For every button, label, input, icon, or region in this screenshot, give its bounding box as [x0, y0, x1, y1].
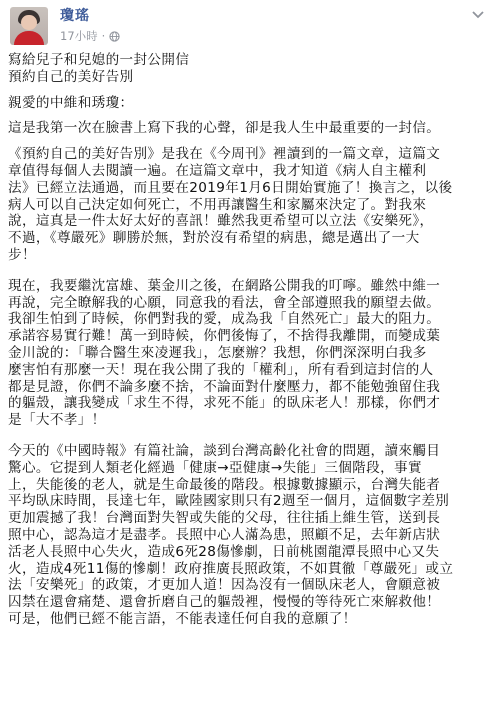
post-header	[0, 0, 497, 50]
text-line: 章值得每個人去閱讀一遍。在這篇文章中，我才知道《病人自主權利	[8, 162, 427, 179]
avatar[interactable]	[10, 7, 48, 45]
text-line: 更加震撼了我！台灣面對失智或失能的父母，往往插上維生管，送到長	[8, 510, 441, 527]
subtitle-line: 預約自己的美好告別	[8, 68, 134, 85]
avatar-face	[21, 15, 37, 30]
paragraph-2	[8, 146, 492, 264]
text-line: 上，失能後的老人，就是生命最後的階段。根據數據顯示，台灣失能者	[8, 476, 441, 493]
text-line: 金川說的：「聯合醫生來凌遲我」，怎麼辦？我想，你們深深明白我多	[8, 344, 427, 361]
text-line: 驚心。它提到人類老化經過「健康→亞健康→失能」三個階段，事實	[8, 459, 422, 476]
globe-icon[interactable]	[109, 31, 120, 42]
text-line: 是「大不孝」！	[8, 412, 106, 429]
text-line: 照中心，認為這才是盡孝。長照中心人滿為患，照顧不足，去年新店狀	[8, 526, 441, 543]
text-line: 承諾容易實行難！萬一到時候，你們後悔了，不捨得我離開，而變成葉	[8, 328, 441, 345]
post-time[interactable]: 17小時	[60, 29, 98, 43]
text-line: 可是，他們已經不能言語，不能表達任何自我的意願了！	[8, 610, 357, 627]
text-line: 麼害怕有那麼一天！現在我公開了我的「權利」，所有看到這封信的人	[8, 361, 434, 378]
post-body	[8, 52, 492, 628]
text-line: 的軀殼，讓我變成「求生不得，求死不能」的臥床老人！那樣，你們才	[8, 395, 441, 412]
text-line: 現在，我要繼沈富雄、葉金川之後，在網路公開我的叮嚀。雖然中維一	[8, 277, 441, 294]
text-line: 今天的《中國時報》有篇社論，談到台灣高齡化社會的問題，讀來觸目	[8, 442, 441, 459]
paragraph-4	[8, 443, 492, 628]
paragraph-1	[8, 120, 492, 137]
text-line: 都是見證，你們不論多麼不捨，不論面對什麼壓力，都不能勉強留住我	[8, 378, 441, 395]
greeting: 親愛的中維和琇瓊：	[8, 94, 134, 111]
post-meta	[60, 28, 120, 44]
text-line: 法「安樂死」的政策，才更加人道！因為沒有一個臥床老人，會願意被	[8, 577, 441, 594]
text-line: 病人可以自己決定如何死亡，不用再讓醫生和家屬來決定了。對我來	[8, 196, 427, 213]
text-line: 再說，完全瞭解我的心願，同意我的看法，會全部遵照我的願望去做。	[8, 294, 441, 311]
text-line: 火，造成4死11傷的慘劇！政府推廣長照政策，不如貫徹「尊嚴死」或立	[8, 560, 454, 577]
text-line: 活老人長照中心失火，造成6死28傷慘劇，日前桃園龍潭長照中心又失	[8, 543, 440, 560]
text-line: 法》已經立法通過，而且要在2019年1月6日開始實施了！換言之，以後	[8, 179, 453, 196]
paragraph-3	[8, 278, 492, 429]
text-line: 我卻生怕到了時候，你們對我的愛，成為我「自然死亡」最大的阻力。	[8, 311, 441, 328]
text-line: 不過，《尊嚴死》聊勝於無，對於沒有希望的病患，總是邁出了一大	[8, 230, 420, 247]
title-line: 寫給兒子和兒媳的一封公開信	[8, 52, 190, 68]
text-line: 平均臥床時間，長達七年，歐陸國家則只有2週至一個月，這個數字差別	[8, 493, 450, 510]
avatar-body	[14, 31, 44, 45]
letter-title	[8, 52, 492, 86]
chevron-down-icon[interactable]	[471, 10, 485, 20]
text-line: 說，這真是一件太好太好的喜訊！雖然我更希望可以立法《安樂死》，	[8, 213, 434, 230]
meta-separator: ·	[101, 29, 106, 43]
author-name[interactable]: 瓊瑤	[60, 8, 90, 24]
text-line: 囚禁在還會痛楚、還會折磨自己的軀殼裡，慢慢的等待死亡來解救他！	[8, 594, 441, 611]
text-line: 步！	[8, 246, 36, 263]
text-line: 《預約自己的美好告別》是我在《今周刊》裡讀到的一篇文章，這篇文	[8, 146, 441, 163]
text-line: 這是我第一次在臉書上寫下我的心聲，卻是我人生中最重要的一封信。	[8, 120, 441, 137]
